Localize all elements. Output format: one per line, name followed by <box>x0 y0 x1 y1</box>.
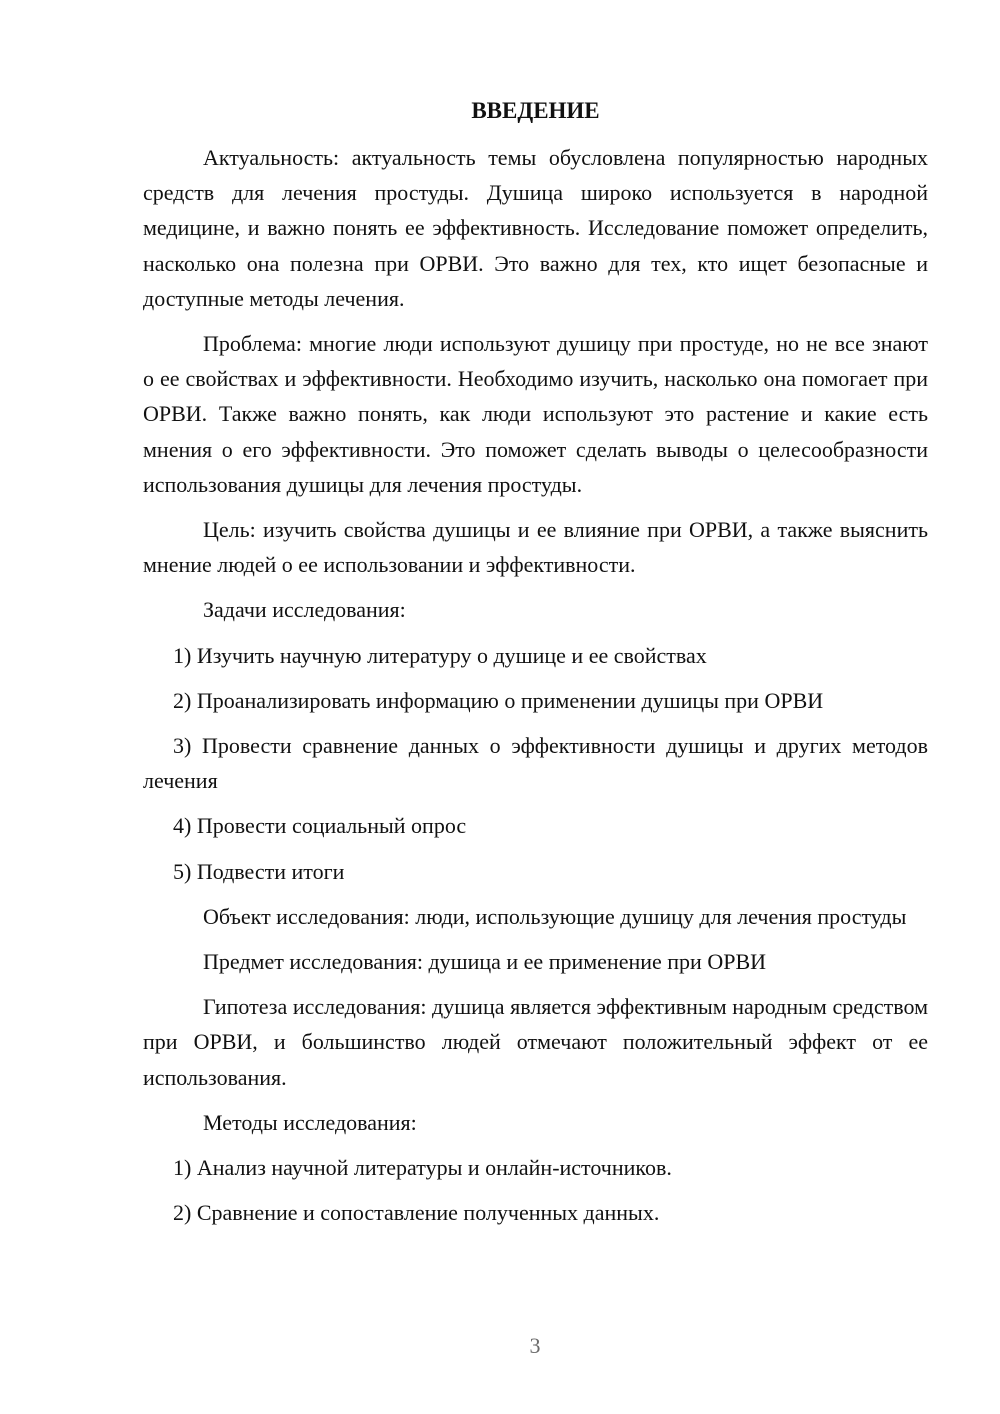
task-item: 3) Провести сравнение данных о эффективности душицы и других методов лечения <box>143 733 928 794</box>
task-item: 2) Проанализировать информацию о применении душицы при ОРВИ <box>173 687 824 713</box>
object-paragraph: Объект исследования: люди, использующие душицу для лечения простуды <box>203 903 907 929</box>
page-number: 3 <box>529 1333 541 1358</box>
page-title: ВВЕДЕНИЕ <box>471 98 600 123</box>
goal-paragraph: Цель: изучить свойства душицы и ее влияние при ОРВИ, а также выяснить мнение людей о ее использовании и эффективности. <box>143 517 928 578</box>
method-item: 1) Анализ научной литературы и онлайн-источников. <box>173 1155 672 1181</box>
subject-paragraph: Предмет исследования: душица и ее применение при ОРВИ <box>203 949 767 975</box>
tasks-heading: Задачи исследования: <box>203 597 406 623</box>
document-page <box>143 96 928 1240</box>
relevance-paragraph: Актуальность: актуальность темы обусловлена популярностью народных средств для лечения простуды. Душица широко используется в народной медицине, и важно понять ее эффективность. Исследование поможет определить, насколько она полезна при ОРВИ. Это важно для тех, кто ищет безопасные и доступные методы лечения. <box>143 145 928 311</box>
methods-heading: Методы исследования: <box>203 1109 417 1135</box>
task-item: 1) Изучить научную литературу о душице и ее свойствах <box>173 642 707 668</box>
hypothesis-paragraph: Гипотеза исследования: душица является эффективным народным средством при ОРВИ, и большинство людей отмечают положительный эффект от ее использования. <box>143 994 928 1090</box>
task-item: 4) Провести социальный опрос <box>173 813 467 839</box>
problem-paragraph: Проблема: многие люди используют душицу при простуде, но не все знают о ее свойствах и эффективности. Необходимо изучить, насколько она помогает при ОРВИ. Также важно понять, как люди используют это растение и какие есть мнения о его эффективности. Это поможет сделать выводы о целесообразности использования душицы для лечения простуды. <box>143 331 928 497</box>
method-item: 2) Сравнение и сопоставление полученных данных. <box>173 1200 660 1226</box>
task-item: 5) Подвести итоги <box>173 858 345 884</box>
